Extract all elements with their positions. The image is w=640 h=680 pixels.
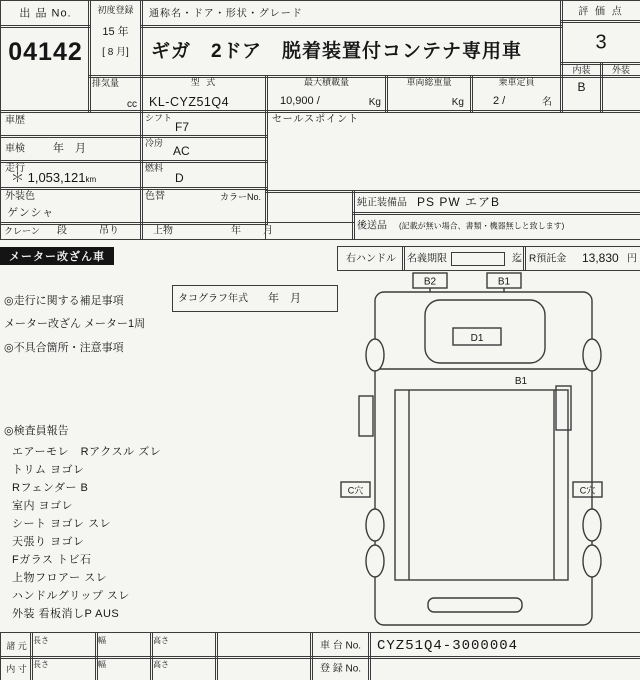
later-items-label: 後送品 [357,220,387,232]
owner-limit-blank-box [451,252,505,266]
mileage-note-title: ◎走行に関する補足事項 [4,295,124,307]
crane-stage-label: 段 [57,225,67,237]
dims-width-cell [95,632,153,659]
displacement-unit: cc [127,98,137,110]
inspector-item: トリム ヨゴレ [12,464,85,476]
c-hole-right-label: C穴 [579,485,596,496]
inspection-value: 年 月 [53,142,86,155]
registration-label-cell [310,656,371,680]
fuel-label: 燃料 [145,163,164,173]
right-side-box [556,386,571,430]
inner-height-cell [150,656,218,680]
chassis-value-cell [368,632,640,659]
inspector-item: Rフェンダー B [12,482,89,494]
inner-width-cell [95,656,153,680]
fuel-cell [140,160,268,190]
deposit-value: 13,830 [582,250,619,265]
inner-dims-label-cell [0,656,33,680]
aircon-cell [140,135,268,163]
upper-body-year: 年 [231,225,241,237]
inspector-title: ◎検査員報告 [4,425,69,437]
sales-point-label: セールスポイント [272,114,360,125]
dims-length-cell [30,632,98,659]
meter-tampered-badge: メーター改ざん車 [0,247,114,265]
inspector-item: 天張り ヨゴレ [12,536,85,548]
inner-dims-label: 内 寸 [6,663,27,674]
inspector-item: 室内 ヨゴレ [12,500,74,512]
inspector-item: 外装 看板消しP AUS [12,608,120,620]
wheel-rear-right-1 [583,509,601,541]
wheel-rear-left-2 [366,545,384,577]
d1-label: D1 [470,333,484,344]
exterior-grade-header: 外装 [611,64,631,75]
inspector-item: Fガラス トビ石 [12,554,92,566]
c-hole-left-label: C穴 [347,485,364,496]
model-value: KL-CYZ51Q4 [149,94,230,109]
gross-weight-label: 車両総重量 [406,77,452,87]
tachograph-value: 年 月 [268,292,301,305]
shift-cell [140,110,268,138]
owner-limit-until: 迄 [512,252,522,264]
inspector-item: 上物フロアー スレ [12,572,108,584]
b2-label: B2 [423,276,437,288]
model-label: 型 式 [190,77,218,87]
registration-label: 登 録 No. [319,663,362,675]
owner-limit-label: 名義期限 [407,252,447,264]
equipment-value: PS PW エアB [417,194,501,209]
crane-cell [0,222,143,240]
truck-diagram [335,268,635,630]
wheel-rear-left-1 [366,509,384,541]
displacement-label: 排気量 [92,78,120,88]
truck-cab-outline [425,300,545,363]
max-load-unit: Kg [368,96,381,108]
first-registration-label: 初度登録 [97,5,134,15]
container-outline [395,390,568,580]
dims-label: 諸 元 [6,640,27,651]
b1-top-label: B1 [497,276,511,288]
crane-hang-label: 吊り [99,225,119,237]
gross-weight-unit: Kg [451,96,464,108]
truck-body-outline [375,292,592,625]
length-label: 長さ [33,660,49,669]
tachograph-cell [172,285,338,312]
exhibit-no-value-cell [0,25,91,113]
inner-length-cell [30,656,98,680]
wheel-rear-right-2 [583,545,601,577]
upper-body-month: 月 [263,225,273,237]
inspection-cell [0,135,143,163]
inspector-item: シート ヨゴレ スレ [12,518,112,530]
chassis-label: 車 台 No. [319,639,362,651]
max-load-label: 最大積載量 [303,77,350,87]
defect-title: ◎不具合箇所・注意事項 [4,342,124,354]
width-label: 幅 [98,636,106,645]
height-label: 高さ [153,660,169,669]
height-label: 高さ [153,636,169,645]
exhibit-no-value: 04142 [8,38,83,66]
later-items-cell [352,212,640,240]
fuel-value: D [175,171,184,186]
inspector-item: エアーモレ Rアクスル ズレ [12,446,162,458]
vehicle-name-header: 通称名・ドア・形状・グレード [149,8,303,20]
wheel-front-right [583,339,601,371]
history-label: 車歴 [5,115,25,126]
later-items-note: (記載が無い場合、書類・機器無しと致します) [399,221,565,231]
length-label: 長さ [33,636,49,645]
capacity-cell [470,75,563,113]
b1-side-label: B1 [514,376,528,387]
handle-label: 右ハンドル [346,252,396,264]
exterior-color-cell [0,187,143,225]
wheel-front-left [366,339,384,371]
vehicle-name: ギガ 2ドア 脱着装置付コンテナ専用車 [151,40,522,62]
exterior-color-label: 外装色 [5,191,35,202]
equipment-label: 純正装備品 [357,196,407,208]
score-value: 3 [595,31,607,53]
upper-body-label: 上物 [153,225,173,237]
inner-extra-cell [215,656,313,680]
exhibit-no-header-cell [0,0,91,28]
meter-note: メーター改ざん メーター1周 [4,318,146,330]
color-no-label: カラーNo. [219,192,261,202]
max-load-value: 10,900 / [280,95,320,108]
left-side-tank [359,396,373,436]
chassis-label-cell [310,632,371,659]
interior-grade-header: 内装 [572,64,591,75]
mileage-unit: km [85,175,97,185]
score-label: 評 価 点 [578,5,624,17]
exhibit-no-label: 出 品 No. [19,7,72,20]
tachograph-label: タコグラフ年式 [178,292,248,304]
mileage-value: ＊ 1,053,121km [11,170,97,186]
recolor-label: 色替 [145,191,165,202]
sales-point-cell [265,110,640,193]
history-cell [0,110,143,138]
gross-weight-cell [385,75,473,113]
deposit-unit: 円 [627,252,637,264]
aircon-label: 冷房 [145,138,164,148]
max-load-cell [265,75,388,113]
crane-label: クレーン [4,225,40,236]
displacement-cell [88,75,143,113]
dims-extra-cell [215,632,313,659]
exterior-grade-value-cell [600,75,640,113]
first-registration-month: [ 8 月] [102,47,129,58]
shift-value: F7 [175,120,190,135]
vehicle-name-header-cell [140,0,563,28]
width-label: 幅 [98,660,106,669]
registration-value-cell [368,656,640,680]
interior-grade-value: B [577,80,586,94]
capacity-unit: 名 [542,96,552,108]
first-registration-cell [88,0,143,78]
capacity-value: 2 / [493,95,506,108]
chassis-value: CYZ51Q4-3000004 [377,637,519,654]
dims-label-cell [0,632,33,659]
shift-label: シフト [145,113,173,123]
aircon-value: AC [173,144,190,159]
mileage-cell [0,160,143,190]
rear-bumper [428,598,522,612]
deposit-label: R預託金 [529,252,567,264]
model-cell [140,75,268,113]
capacity-label: 乗車定員 [498,77,535,87]
dims-height-cell [150,632,218,659]
sales-point-lower-cell [265,190,355,240]
vehicle-name-cell [140,25,563,78]
inspection-label: 車検 [5,143,25,155]
exterior-color-value: ゲンシャ [7,207,55,220]
interior-grade-value-cell [560,75,603,113]
first-registration-year: 15 年 [102,26,129,38]
recolor-cell [140,187,268,225]
inspector-item: ハンドルグリップ スレ [12,590,130,602]
mileage-label: 走行 [5,163,25,174]
score-value-cell [560,20,640,65]
